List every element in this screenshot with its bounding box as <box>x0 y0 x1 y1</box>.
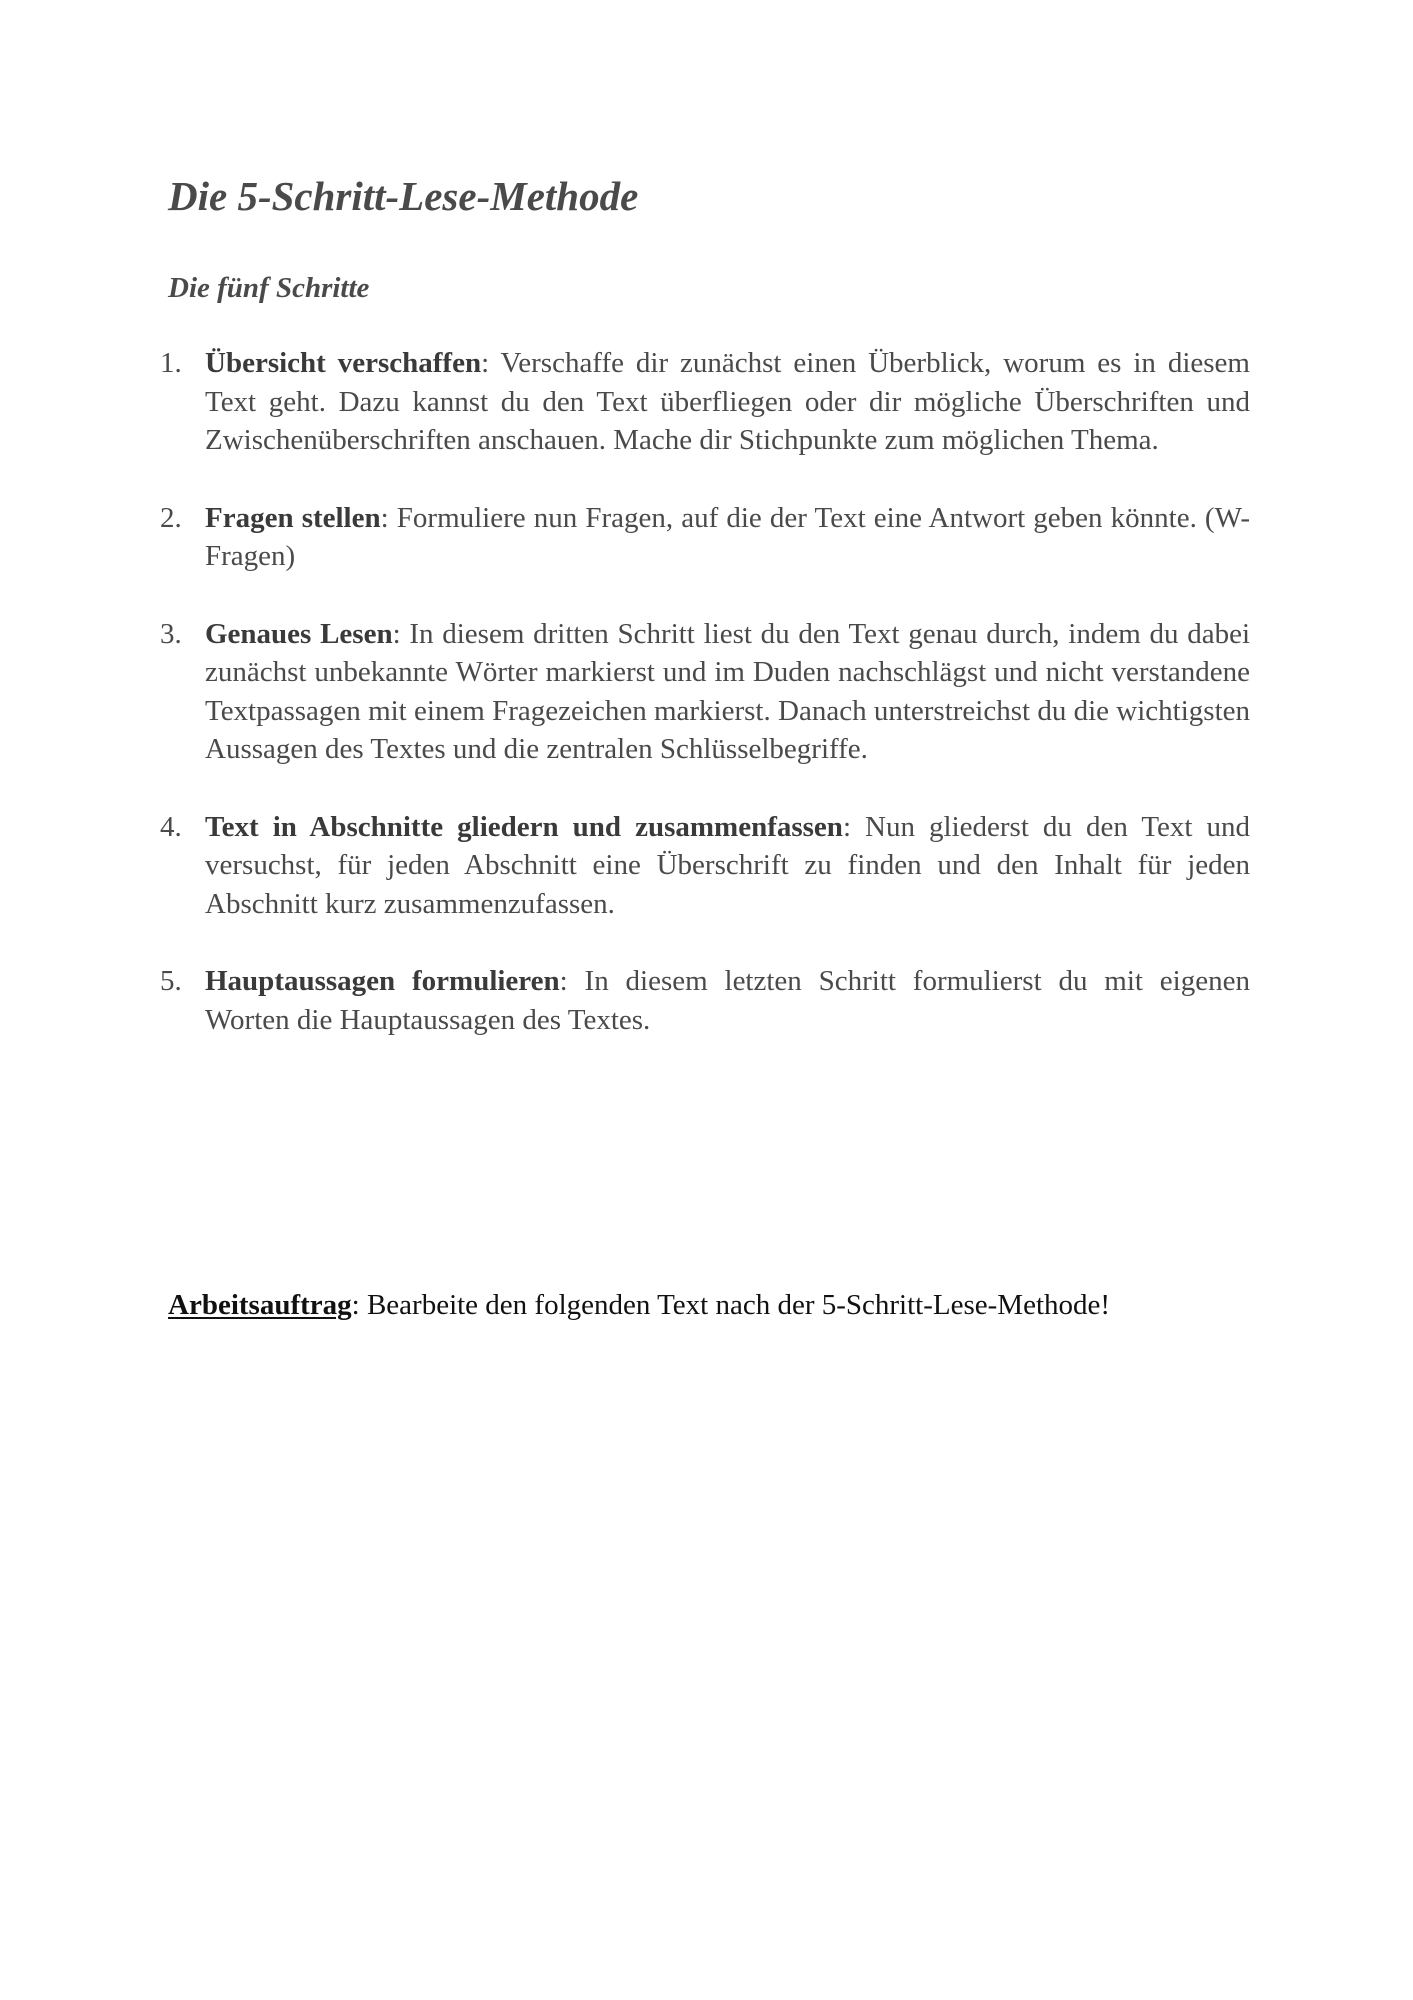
step-term: Fragen stellen <box>205 501 381 534</box>
step-text: : Nun gliederst du den Text und versuchst, für jeden Abschnitt eine Überschrift zu finden und den Inhalt für jeden Abschnitt kurz zusammenzufassen. <box>205 810 1250 920</box>
step-text: : Verschaffe dir zunächst einen Überblick, worum es in diesem Text geht. Dazu kannst du den Text überfliegen oder dir mögliche Überschriften und Zwischenüberschriften anschauen. Mache dir Stichpunkte zum möglichen Thema. <box>205 347 1250 456</box>
assignment-text: : Bearbeite den folgenden Text nach der 5-Schritt-Lese-Methode! <box>351 1289 1111 1321</box>
step-item-4 <box>160 808 1250 924</box>
step-item-2 <box>160 499 1250 576</box>
step-number: 5. <box>160 965 182 997</box>
step-text: : Formuliere nun Fragen, auf die der Text eine Antwort geben könnte. (W-Fragen) <box>205 501 1251 572</box>
step-text: : In diesem letzten Schritt formulierst du mit eigenen Worten die Hauptaussagen des Textes. <box>205 965 1250 1036</box>
steps-list <box>160 344 1250 1078</box>
step-item-5 <box>160 962 1250 1039</box>
section-subtitle: Die fünf Schritte <box>168 272 370 304</box>
step-term: Hauptaussagen formulieren <box>205 965 560 997</box>
assignment-label: Arbeitsauftrag <box>168 1289 352 1321</box>
step-number: 4. <box>160 810 182 843</box>
step-number: 2. <box>160 501 182 534</box>
step-term: Übersicht verschaffen <box>205 347 482 379</box>
step-item-1 <box>160 344 1250 460</box>
step-term: Genaues Lesen <box>205 617 393 650</box>
step-item-3 <box>160 615 1250 769</box>
assignment-paragraph <box>168 1285 1110 1325</box>
document-title: Die 5-Schritt-Lese-Methode <box>168 173 639 219</box>
step-text: : In diesem dritten Schritt liest du den Text genau durch, indem du dabei zunächst unbekannte Wörter markierst und im Duden nachschlägst und nicht verstandene Textpassagen mit einem Fragezeichen markierst. Danach unterstreichst du die wichtigsten Aussagen des Textes und die zentralen Schlüsselbegriffe. <box>205 617 1250 765</box>
step-number: 3. <box>160 617 182 650</box>
step-term: Text in Abschnitte gliedern und zusammenfassen <box>205 810 843 843</box>
step-number: 1. <box>160 347 182 379</box>
